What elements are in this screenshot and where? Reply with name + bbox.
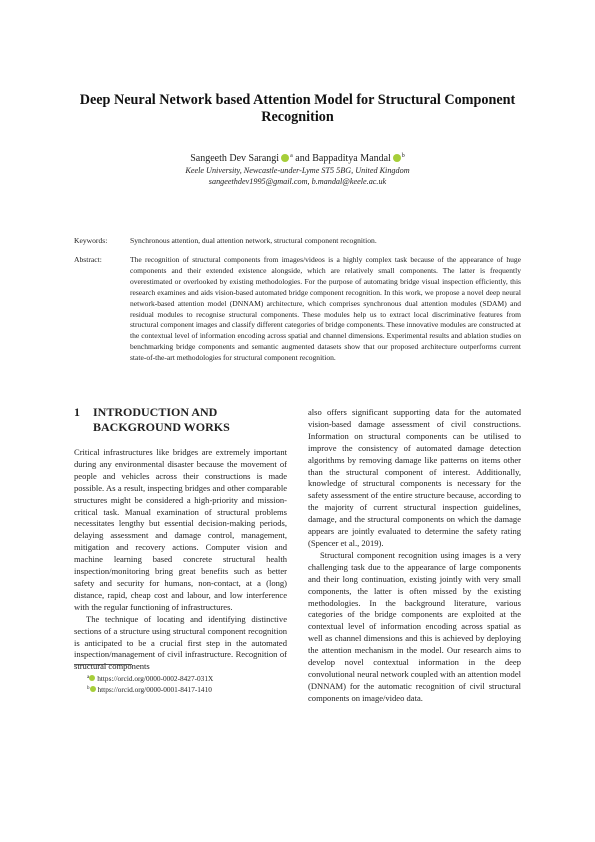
footnote-mark: b — [87, 686, 90, 691]
author-mark: a — [290, 153, 293, 159]
author-conjunction: and — [295, 153, 310, 164]
orcid-icon[interactable] — [393, 154, 401, 162]
abstract-label: Abstract: — [74, 255, 102, 264]
paper-title: Deep Neural Network based Attention Model for Structural Component Recognition — [79, 92, 516, 125]
section-number: 1 — [74, 405, 80, 419]
footnote — [87, 684, 212, 695]
footnote — [87, 673, 213, 684]
section-title: INTRODUCTION AND BACKGROUND WORKS — [93, 405, 230, 434]
body-paragraph: also offers significant supporting data for the automated vision-based damage assessment of civil constructions. Information on structural components can be utilised to improve the consistency of automated damage detection algorithms by removing damage like patterns on items other than the structural component of interest. Additionally, knowledge of structural components is necessary for the safety assessment of the entire structure because, according to the majority of current structural inspection guidelines, damage, and the structural components on which the damage appears are jointly evaluated to determine the safety rating (Spencer et al., 2019). — [308, 407, 521, 548]
keywords-label: Keywords: — [74, 236, 108, 245]
orcid-icon[interactable] — [281, 154, 289, 162]
footnote-rule — [74, 664, 132, 665]
orcid-icon — [89, 675, 95, 681]
keywords-text: Synchronous attention, dual attention network, structural component recognition. — [130, 236, 377, 245]
author-name: Bappaditya Mandal — [312, 153, 391, 164]
body-paragraph: Critical infrastructures like bridges are extremely important during any environmental disaster because the movement of people and vehicles across their constructions is made possible. As a result, inspecting bridges and other comparable structures might be considered a high-priority and mission-critical task. Manual examination of structural problems necessitates lengthy but essential decision-making periods, delaying assessment and damage control, management, mitigation and recovery actions. Computer vision and machine learning based concrete structural health inspection/monitoring bring great benefits such as better safety and security for humans, non-contact, at a (long) distance, rapid, cheap cost and labour, and low interference with the regular functioning of infrastructures. — [74, 447, 287, 612]
body-paragraph: Structural component recognition using images is a very challenging task due to the appearance of large components and their long continuation, existing jointly with very small components, the latter is often missed by the existing methodologies. In the background literature, various categories of the bridge components are exploited at the contextual level of information encoding across spatial as well as channel dimensions and this is achieved by deploying the attention mechanism in the model. Our research aims to develop novel contextual information in the deep convolutional neural network coupled with an attention model (DNNAM) for the automatic recognition of civil structural components on image/video data. — [308, 549, 521, 703]
orcid-icon — [90, 686, 96, 692]
author-name: Sangeeth Dev Sarangi — [190, 153, 280, 164]
body-column-left — [74, 447, 287, 673]
author-mark: b — [401, 153, 405, 159]
body-column-right — [308, 407, 521, 705]
body-paragraph: The technique of locating and identifying distinctive sections of a structure using structural component recognition is anticipated to be a crucial first step in the automated inspection/management of civil infrastructure. Recognition of structural components — [74, 613, 287, 672]
abstract-text: The recognition of structural components from images/videos is a highly complex task because of the appearance of huge components and their extended existence alongside, which are relatively small components. The latter is frequently overestimated or overlooked by existing methodologies. For the purpose of automating bridge visual inspection efficiently, this research examines and aids vision-based automated bridge component recognition. In this work, we propose a novel deep neural network-based attention model (DNNAM) architecture, which comprises synchronous dual attention modules (SDAM) and residual modules to recognise structural components. These modules help us to extract local discriminative features from structural component images and classify different categories of bridge components. These innovative modules are constructed at the contextual level of information encoding across spatial and channel dimensions. Experimental results and ablation studies on benchmarking bridge components and semantic augmented datasets show that our proposed architecture outperforms current state-of-the-art methodologies for structural component recognition. — [130, 255, 521, 363]
footnote-mark: a — [87, 675, 90, 680]
author-emails: sangeethdev1995@gmail.com, b.mandal@keele.ac.uk — [208, 177, 387, 186]
footnote-link[interactable]: https://orcid.org/0000-0001-8417-1410 — [97, 685, 212, 694]
author-line — [60, 150, 535, 165]
footnote-link[interactable]: https://orcid.org/0000-0002-8427-031X — [97, 674, 214, 683]
affiliation: Keele University, Newcastle-under-Lyme ST5 5BG, United Kingdom — [185, 166, 410, 175]
